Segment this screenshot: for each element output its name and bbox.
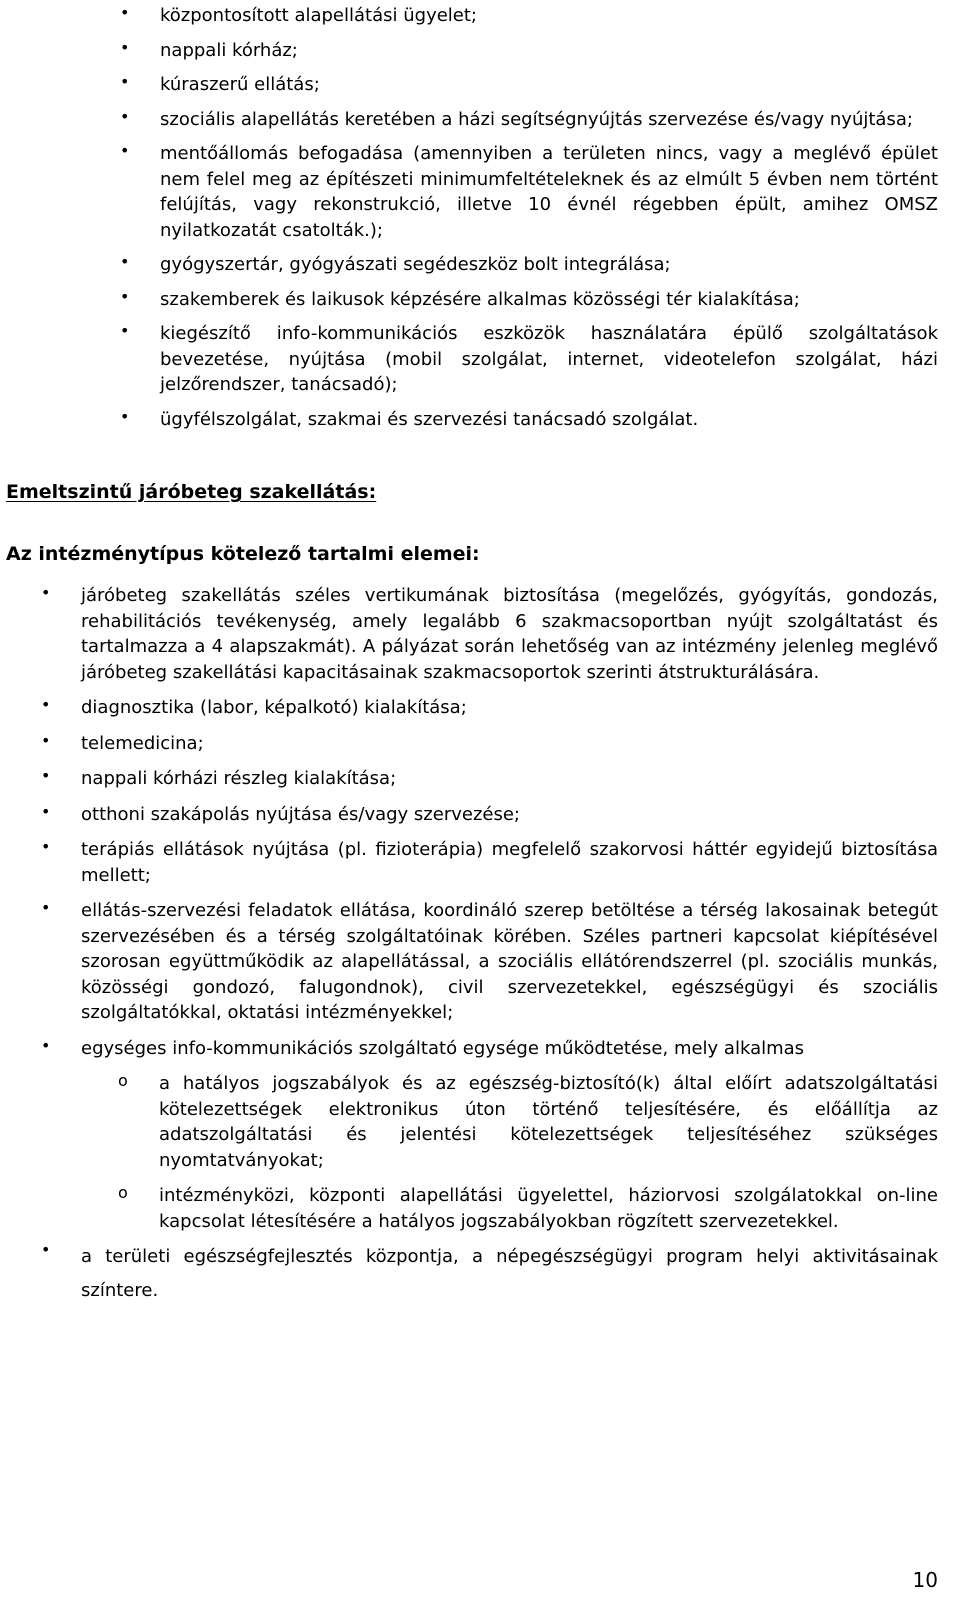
bullet-icon: • [41, 1035, 51, 1055]
bullet-icon: • [120, 321, 130, 340]
list-item: • otthoni szakápolás nyújtása és/vagy szervezése; [41, 801, 520, 825]
sub-list [118, 1071, 938, 1234]
list-item: • kiegészítő info-kommunikációs eszközök használatára épülő szolgáltatások bevezetése, nyújtása (mobil szolgálat, internet, videotelefon szolgálat, házi jelzőrendszer, tanácsadó); [120, 321, 938, 395]
bullet-icon: • [120, 406, 130, 426]
bullet-icon: • [41, 583, 51, 602]
list-item: • a területi egészségfejlesztés központja, a népegészségügyi program helyi aktivitásainak színtere. [41, 1240, 938, 1301]
bullet-icon: • [120, 252, 130, 271]
bullet-icon: • [41, 837, 51, 856]
list-item: • egységes info-kommunikációs szolgáltató egysége működtetése, mely alkalmas o a hatályos jogszabályok és az egészség-biztosító(k) által előírt adatszolgáltatási kötelezettségek elektronikus úton történő teljesítésére, és előállítja az adatszolgáltatási és jelentési kötelezettségek teljesítéséhez szükséges nyomtatványokat; o intézményközi, központi alapellátási ügyelettel, háziorvosi szolgálatokkal on-line kapcsolat létesítésére a hatályos jogszabályokban rögzített szervezetekkel. [81, 1036, 938, 1235]
list-item: • ügyfélszolgálat, szakmai és szervezési tanácsadó szolgálat. [120, 406, 699, 430]
subsection-heading: Az intézménytípus kötelező tartalmi elemei: [6, 543, 480, 565]
list-item: • járóbeteg szakellátás széles vertikumának biztosítása (megelőzés, gyógyítás, gondozás, rehabilitációs tevékenység, amely legalább 6 szakmacsoportban nyújt szolgáltatást és tartalmazza a 4 alapszakmát). A pályázat során lehetőség van az intézmény jelenleg meglévő járóbeteg szakellátási kapacitásainak szakmacsoportok szerinti átstrukturálására. [41, 583, 938, 683]
list-item: • ellátás-szervezési feladatok ellátása, koordináló szerep betöltése a térség lakosainak betegút szervezésében és a térség szolgáltatóinak körében. Széles partneri kapcsolat kiépítésével szorosan együttműködik az alapellátással, a szociális ellátórendszerrel (pl. szociális munkás, közösségi gondozó, falugondnok), civil szervezetekkel, egészségügyi és szociális szolgáltatókkal, oktatási intézményekkel; [41, 898, 938, 1023]
bullet-icon: • [120, 106, 130, 126]
bullet-list-services [120, 3, 938, 441]
list-item: • diagnosztika (labor, képalkotó) kialakítása; [41, 695, 467, 718]
list-item: • telemedicina; [41, 730, 204, 754]
section-heading: Emeltszintű járóbeteg szakellátás: [6, 481, 377, 503]
circle-bullet-icon: o [118, 1071, 128, 1090]
bullet-icon: • [41, 695, 51, 714]
bullet-icon: • [41, 766, 51, 785]
bullet-list-required-elements [41, 583, 938, 1318]
list-item: • központosított alapellátási ügyelet; [120, 3, 477, 26]
bullet-icon: • [120, 72, 130, 91]
bullet-icon: • [120, 3, 130, 22]
list-item: • kúraszerű ellátás; [120, 72, 320, 95]
bullet-icon: • [41, 730, 51, 750]
bullet-icon: • [120, 141, 130, 160]
list-item: • szociális alapellátás keretében a házi segítségnyújtás szervezése és/vagy nyújtása; [120, 106, 913, 130]
sub-list-item: o intézményközi, központi alapellátási ügyelettel, háziorvosi szolgálatokkal on-line kapcsolat létesítésére a hatályos jogszabályokban rögzített szervezetekkel. [118, 1183, 938, 1232]
bullet-icon: • [120, 37, 130, 57]
list-item: • mentőállomás befogadása (amennyiben a területen nincs, vagy a meglévő épület nem felel meg az építészeti minimumfeltételeknek és az elmúlt 5 évben nem történt felújítás, vagy rekonstrukció, illetve 10 évnél régebben épült, amihez OMSZ nyilatkozatát csatolták.); [120, 141, 938, 241]
bullet-icon: • [41, 801, 51, 821]
bullet-icon: • [41, 898, 51, 917]
list-item: • gyógyszertár, gyógyászati segédeszköz bolt integrálása; [120, 252, 671, 275]
bullet-icon: • [41, 1240, 51, 1259]
page-number: 10 [912, 1568, 938, 1592]
list-item: • szakemberek és laikusok képzésére alkalmas közösségi tér kialakítása; [120, 286, 800, 310]
sub-list-item: o a hatályos jogszabályok és az egészség-biztosító(k) által előírt adatszolgáltatási kötelezettségek elektronikus úton történő teljesítésére, és előállítja az adatszolgáltatási és jelentési kötelezettségek teljesítéséhez szükséges nyomtatványokat; [118, 1071, 938, 1171]
circle-bullet-icon: o [118, 1183, 128, 1202]
list-item: • nappali kórház; [120, 37, 298, 61]
list-item: • nappali kórházi részleg kialakítása; [41, 766, 397, 789]
bullet-icon: • [120, 286, 130, 306]
list-item: • terápiás ellátások nyújtása (pl. fizioterápia) megfelelő szakorvosi háttér egyidejű biztosítása mellett; [41, 837, 938, 886]
